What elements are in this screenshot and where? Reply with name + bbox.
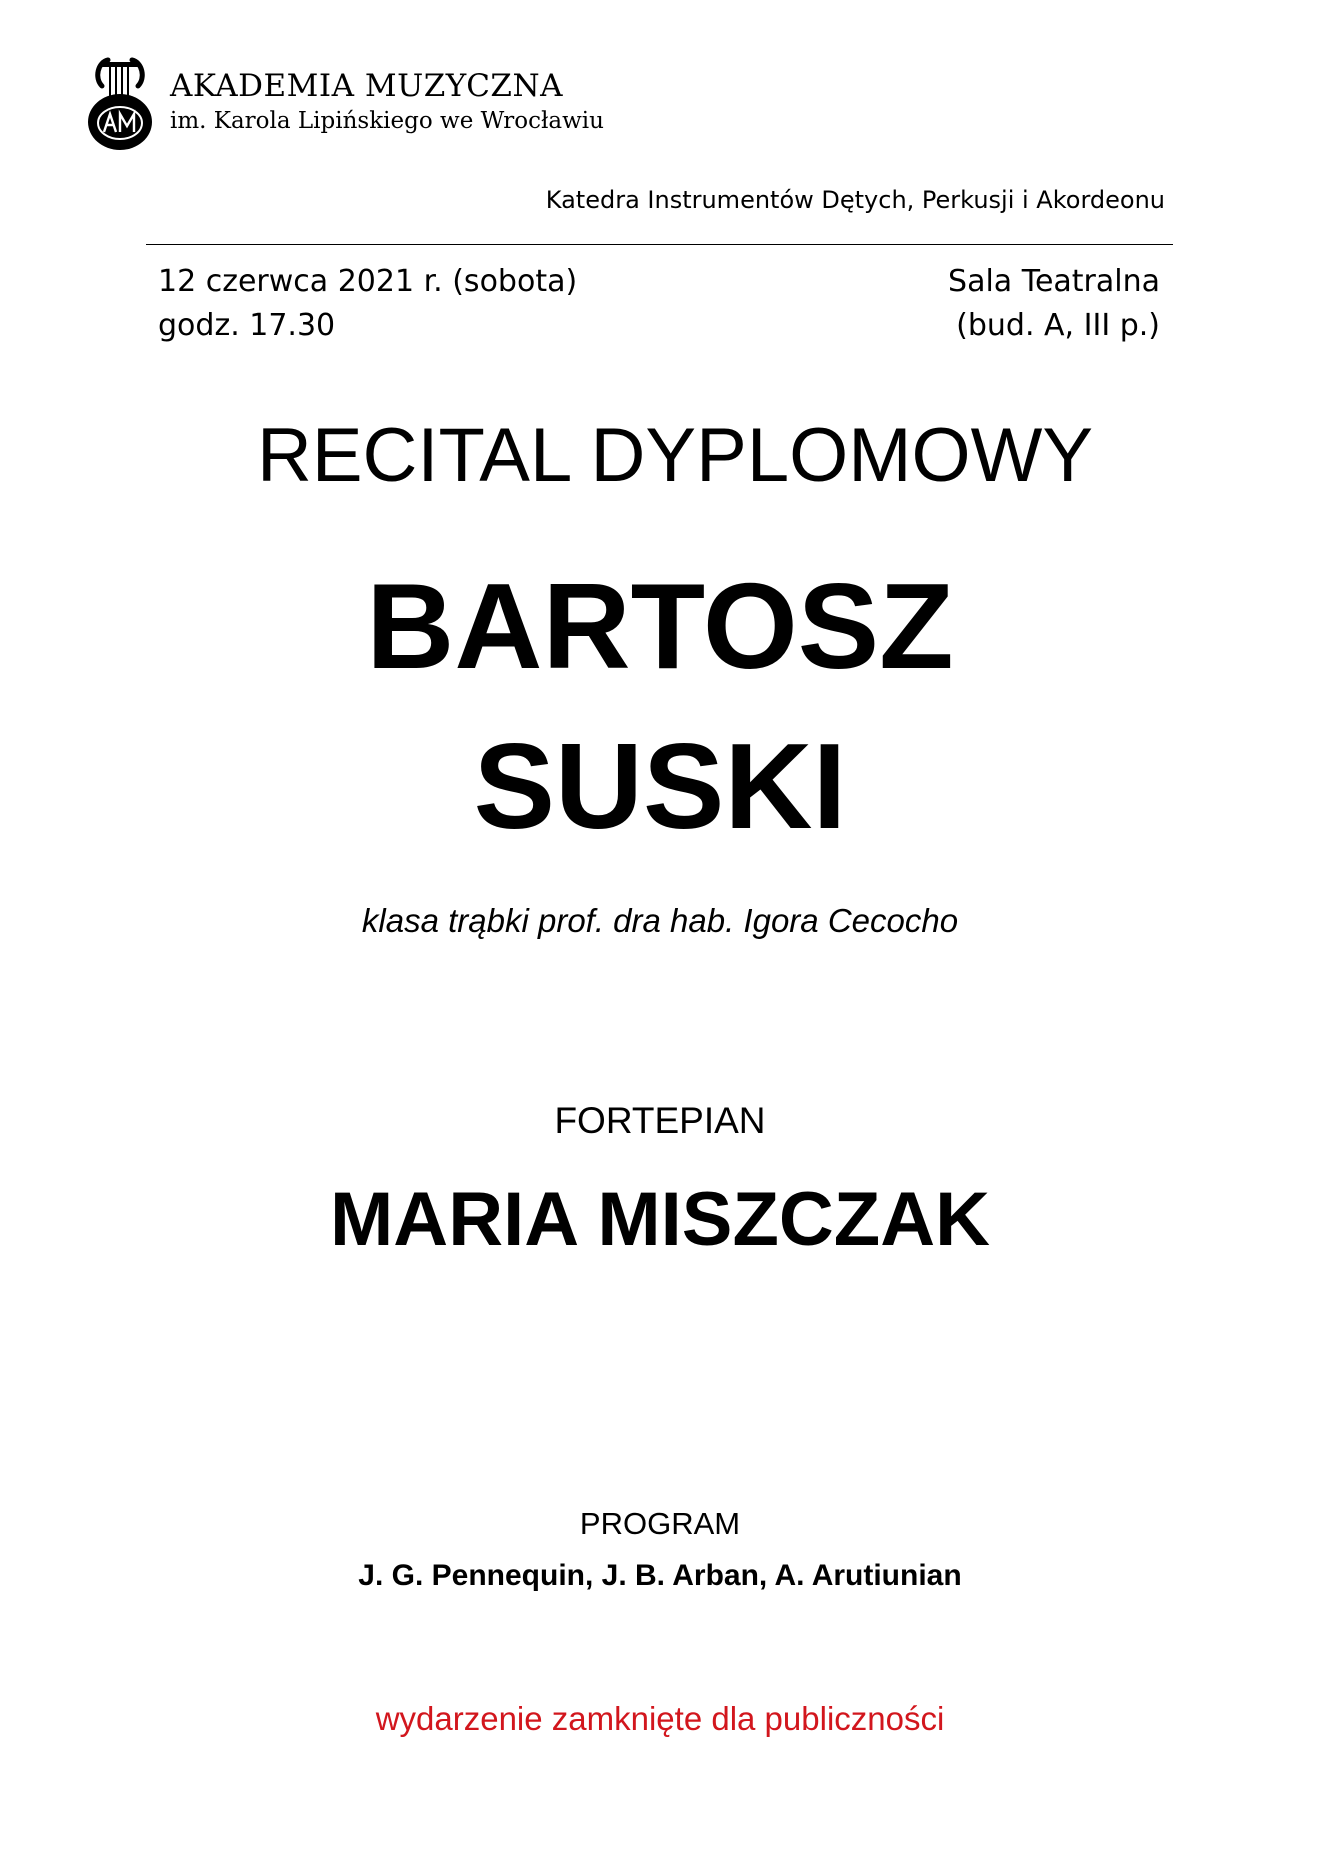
performer-last-name: SUSKI bbox=[473, 718, 847, 854]
program-label: PROGRAM bbox=[579, 1506, 741, 1541]
event-venue-detail: (bud. A, III p.) bbox=[956, 308, 1160, 343]
department-name: Katedra Instrumentów Dętych, Perkusji i Akordeonu bbox=[545, 186, 1165, 214]
closed-event-notice: wydarzenie zamknięte dla publiczności bbox=[375, 1700, 945, 1737]
academy-name: AKADEMIA MUZYCZNA bbox=[170, 68, 563, 104]
event-date: 12 czerwca 2021 r. (sobota) bbox=[158, 264, 578, 299]
performer-class: klasa trąbki prof. dra hab. Igora Cecocho bbox=[361, 902, 959, 939]
program-composers: J. G. Pennequin, J. B. Arban, A. Arutiunian bbox=[358, 1559, 962, 1592]
lyre-logo-icon bbox=[80, 52, 160, 152]
performer-first-name: BARTOSZ bbox=[366, 558, 954, 694]
event-venue: Sala Teatralna bbox=[948, 264, 1160, 299]
event-time: godz. 17.30 bbox=[158, 308, 336, 343]
accompanist-name: MARIA MISZCZAK bbox=[330, 1177, 990, 1262]
header-divider bbox=[146, 244, 1173, 245]
accompanist-label: FORTEPIAN bbox=[554, 1100, 766, 1141]
recital-title: RECITAL DYPLOMOWY bbox=[256, 413, 1094, 498]
academy-subtitle: im. Karola Lipińskiego we Wrocławiu bbox=[170, 108, 604, 134]
